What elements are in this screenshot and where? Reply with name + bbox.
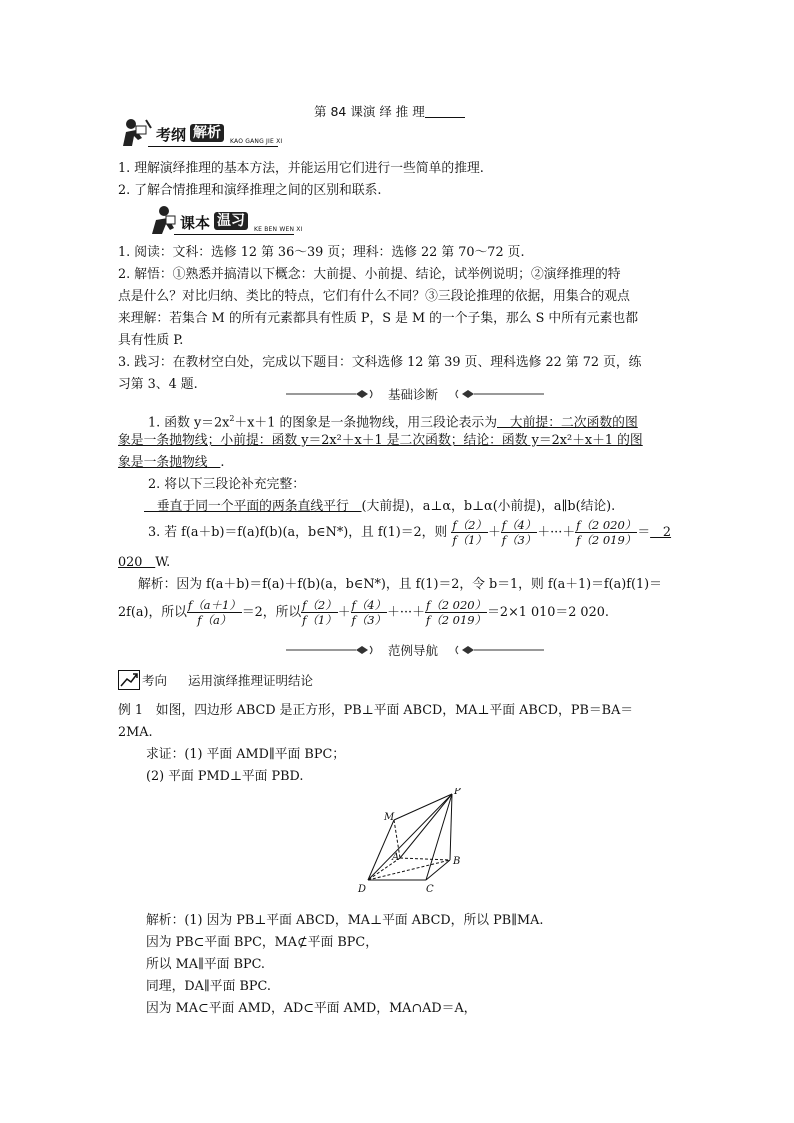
answer-blank: 2 [650,525,672,540]
title-blank [425,105,465,118]
banner-rule [174,234,294,235]
question-1: 1. 函数 $y=2x^2+x+1$ 的图象是一条抛物线，用三段论表示为 大前提：二次函数的图 [148,414,638,431]
answer-blank: 垂直于同一个平面的两条直线平行 [144,499,362,514]
question-3-cont: 020 W. [118,555,171,570]
fraction: $\frac{f(2 020)}{f(2 019)}$ [425,598,487,627]
fraction: $\frac{f(4)}{f(3)}$ [501,518,537,547]
kb-line: 习第 3、4 题. [118,377,198,392]
proof-line: 因为 PB⊂平面 BPC，MA⊄平面 BPC， [146,935,378,950]
question-2-answer: 垂直于同一个平面的两条直线平行 (大前提)，a⊥α，b⊥α(小前提)，a∥b(结论). [144,499,616,514]
kaoxiang-header: 考向 运用演绎推理证明结论 [118,670,418,690]
fraction: $\frac{f(a+1)}{f(a)}$ [187,598,241,627]
kb-line: 1. 阅读：文科：选修 12 第 36～39 页；理科：选修 22 第 70～72 页. [118,245,525,260]
kg-item: 1. 理解演绎推理的基本方法，并能运用它们进行一些简单的推理. [118,161,484,176]
label-C: C [426,884,434,895]
banner-keben: 课本 温习 KE BEN WEN XI [118,206,378,236]
kg-item: 2. 了解合情推理和演绎推理之间的区别和联系. [118,183,382,198]
answer-blank: 020 [118,555,156,570]
student-sitting-icon [146,204,180,238]
label-B: B [453,856,461,867]
kb-line: 2. 解悟：①熟悉并搞清以下概念：大前提、小前提、结论，试举例说明；②演绎推理的特 [118,267,621,282]
proof-line: 因为 MA⊂平面 AMD，AD⊂平面 AMD，MA∩AD＝A， [146,1001,477,1016]
label-D: D [358,884,367,895]
trend-arrow-icon [118,670,140,690]
kb-line: 具有性质 P. [118,333,184,348]
example-line: (2) 平面 PMD⊥平面 PBD. [146,769,304,784]
proof-line: 解析：(1) 因为 PB⊥平面 ABCD，MA⊥平面 ABCD，所以 PB∥MA. [146,913,544,928]
kb-line: 3. 践习：在教材空白处，完成以下题目：文科选修 12 第 39 页、理科选修 22 第 72 页，练 [118,355,642,370]
solution-line: 2f(a)，所以 $\frac{f(a+1)}{f(a)}$ ＝2，所以 $\frac{f(2)}{f(1)}$ ＋ $\frac{f(4)}{f(3)}$ ＋···＋ $\frac{f(2 020)}{f(2 019)}$ ＝2×1 010＝2 020. [118,598,609,627]
fraction: $\frac{f(2)}{f(1)}$ [452,518,487,547]
fraction: $\frac{f(2 020)}{f(2 019)}$ [576,518,637,547]
geometry-figure [354,788,470,898]
answer-blank: 象是一条抛物线；小前提：函数 y＝2x²＋x＋1 是二次函数；结论：函数 y＝2x²＋x＋1 的图 [118,433,643,448]
banner-kaogang: 考纲 解析 KAO GANG JIE XI [118,118,378,148]
proof-line: 所以 MA∥平面 BPC. [146,957,265,972]
question-3: 3. 若 f(a＋b)＝f(a)f(b)(a，b∈N*)，且 f(1)＝2，则 $\frac{f(2)}{f(1)}$ ＋ $\frac{f(4)}{f(3)}$ ＋···＋ $\frac{f(2 020)}{f(2 019)}$ ＝ 2 [148,518,672,547]
example-line: 例 1 如图，四边形 ABCD 是正方形，PB⊥平面 ABCD，MA⊥平面 ABCD，PB＝BA＝ [118,703,634,718]
kb-line: 来理解：若集合 M 的所有元素都具有性质 P，S 是 M 的一个子集，那么 S 中所有元素也都 [118,311,638,326]
proof-line: 同理，DA∥平面 BPC. [146,979,271,994]
label-P: P [454,788,461,797]
example-line: 2MA. [118,725,153,740]
fraction: $\frac{f(2)}{f(1)}$ [302,598,337,627]
example-line: 求证：(1) 平面 AMD∥平面 BPC； [146,747,346,762]
page-title: 第 84 课演 绎 推 理 [314,102,465,120]
answer-blank: 象是一条抛物线 . [118,455,225,470]
label-M: M [384,812,395,823]
kb-line: 点是什么？对比归纳、类比的特点，它们有什么不同？③三段论推理的依据，用集合的观点 [118,289,630,304]
banner-rule [148,146,278,147]
student-reading-icon [118,116,152,150]
fraction: $\frac{f(4)}{f(3)}$ [351,598,387,627]
solution-line: 解析：因为 f(a＋b)＝f(a)＋f(b)(a，b∈N*)，且 f(1)＝2，令 b＝1，则 f(a＋1)＝f(a)f(1)＝ [138,577,662,592]
question-2: 2. 将以下三段论补充完整： [148,477,306,492]
answer-blank: 大前提：二次函数的图 [497,415,638,431]
label-A: A [392,852,400,863]
